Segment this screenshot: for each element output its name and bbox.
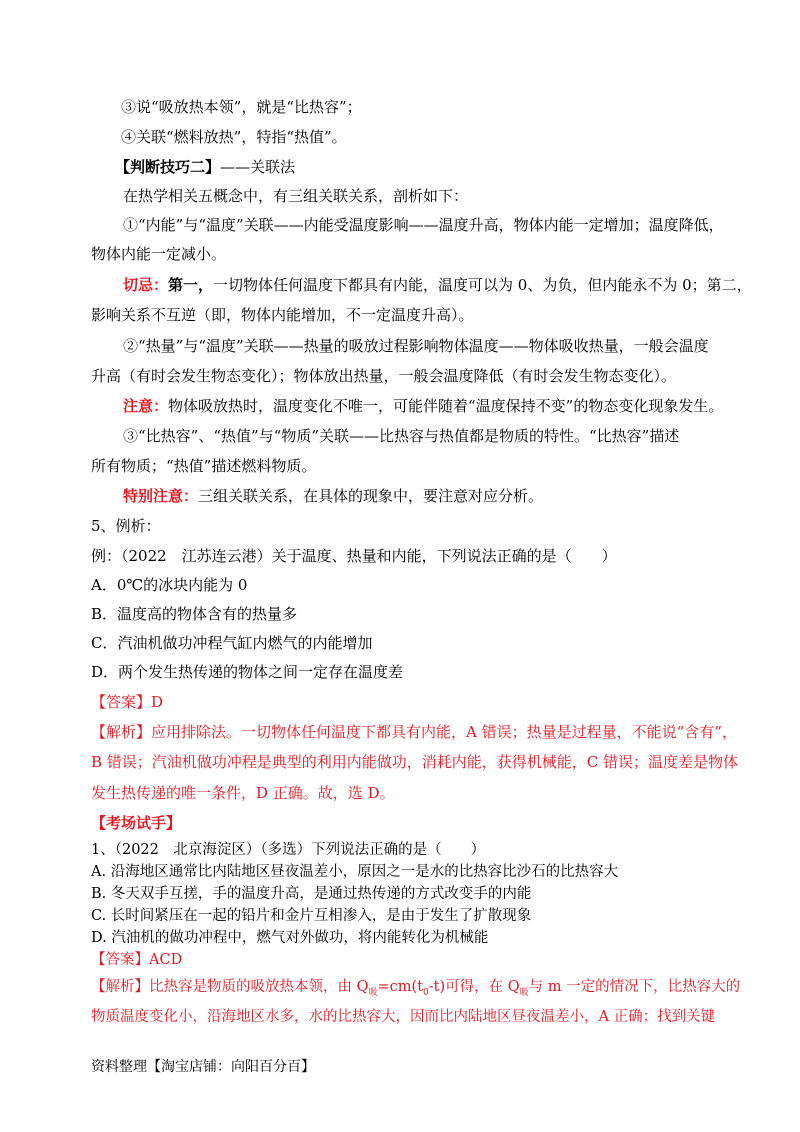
relation2-line1: ②“热量”与“温度”关联——热量的吸放过程影响物体温度——物体吸收热量，一般会温度 — [123, 337, 709, 355]
practice-option-c: C. 长时间紧压在一起的铅片和金片互相渗入，是由于发生了扩散现象 — [91, 908, 532, 924]
note-line — [123, 396, 723, 416]
caution-line1 — [123, 275, 752, 295]
item-heat-value: ④关联“燃料放热”，特指“热值”。 — [121, 128, 347, 146]
analysis-text-part: 【解析】比热容是物质的吸放热本领，由 Q — [91, 979, 369, 995]
example-section-title: 5、例析： — [91, 517, 161, 535]
caution-text: 一切物体任何温度下都具有内能，温度可以为 0、为负，但内能永不为 0；第二， — [213, 276, 752, 294]
relation1-line1: ①“内能”与“温度”关联——内能受温度影响——温度升高，物体内能一定增加；温度降低， — [123, 216, 724, 234]
subscript-absorb: 吸 — [519, 987, 529, 998]
example-analysis-line3: 发生热传递的唯一条件，D 正确。故，选 D。 — [91, 784, 395, 802]
technique2-intro: 在热学相关五概念中，有三组关联关系，剖析如下： — [123, 187, 469, 205]
practice-analysis-line2: 物质温度变化小，沿海地区水多，水的比热容大，因而比内陆地区昼夜温差小，A 正确；找到关键 — [91, 1009, 716, 1025]
example-answer: 【答案】D — [91, 693, 164, 711]
example-analysis-line2: B 错误；汽油机做功冲程是典型的利用内能做功，消耗内能，获得机械能，C 错误；温度差是物体 — [91, 753, 739, 771]
example-analysis-line1: 【解析】应用排除法。一切物体任何温度下都具有内能，A 错误；热量是过程量，不能说“含有”， — [91, 723, 737, 741]
subscript-absorb: 吸 — [368, 987, 378, 998]
practice-question: 1、（2022 北京海淀区）（多选）下列说法正确的是（ ） — [91, 842, 486, 858]
relation1-line2: 物体内能一定减小。 — [91, 245, 227, 263]
special-note-line — [123, 486, 543, 506]
practice-option-b: B. 冬天双手互搓，手的温度升高，是通过热传递的方式改变手的内能 — [91, 886, 532, 902]
relation2-line2: 升高（有时会发生物态变化）；物体放出热量，一般会温度降低（有时会发生物态变化）。 — [91, 367, 677, 385]
practice-option-d: D. 汽油机的做功冲程中，燃气对外做功，将内能转化为机械能 — [91, 930, 489, 946]
footer-text: 资料整理【淘宝店铺：向阳百分百】 — [91, 1059, 315, 1075]
example-option-b: B．温度高的物体含有的热量多 — [91, 605, 298, 623]
example-option-d: D．两个发生热传递的物体之间一定存在温度差 — [91, 663, 404, 681]
technique2-heading-bracket: 【判断技巧二】 — [115, 158, 221, 176]
example-question: 例：（2022 江苏连云港）关于温度、热量和内能，下列说法正确的是（ ） — [91, 547, 617, 565]
caution-line2: 影响关系不互逆（即，物体内能增加，不一定温度升高）。 — [91, 306, 474, 324]
practice-heading: 【考场试手】 — [91, 814, 182, 832]
subscript-zero: 0 — [423, 987, 429, 998]
analysis-text-part: -t)可得，在 Q — [428, 979, 520, 995]
special-note-label: 特别注意： — [123, 487, 199, 505]
analysis-text-part: 与 m 一定的情况下，比热容大的 — [528, 979, 741, 995]
practice-analysis-line1 — [91, 977, 740, 1003]
example-option-c: C．汽油机做功冲程气缸内燃气的内能增加 — [91, 634, 373, 652]
item-specific-heat-capacity: ③说“吸放热本领”，就是“比热容”； — [121, 98, 362, 116]
note-text: 物体吸放热时，温度变化不唯一，可能伴随着“温度保持不变”的物态变化现象发生。 — [168, 397, 724, 415]
special-note-text: 三组关联关系，在具体的现象中，要注意对应分析。 — [198, 487, 544, 505]
technique2-heading — [115, 157, 295, 177]
practice-answer: 【答案】ACD — [91, 952, 183, 968]
practice-option-a: A. 沿海地区通常比内陆地区昼夜温差小，原因之一是水的比热容比沙石的比热容大 — [91, 864, 619, 880]
technique2-heading-rest: ——关联法 — [220, 158, 296, 176]
note-label: 注意： — [123, 397, 169, 415]
relation3-line1: ③“比热容”、“热值”与“物质”关联——比热容与热值都是物质的特性。“比热容”描述 — [123, 427, 680, 445]
relation3-line2: 所有物质；“热值”描述燃料物质。 — [91, 457, 317, 475]
example-option-a: A．0℃的冰块内能为 0 — [91, 576, 248, 594]
analysis-text-part: =cm(t — [377, 979, 424, 995]
caution-first: 第一， — [168, 276, 214, 294]
caution-label: 切忌： — [123, 276, 169, 294]
